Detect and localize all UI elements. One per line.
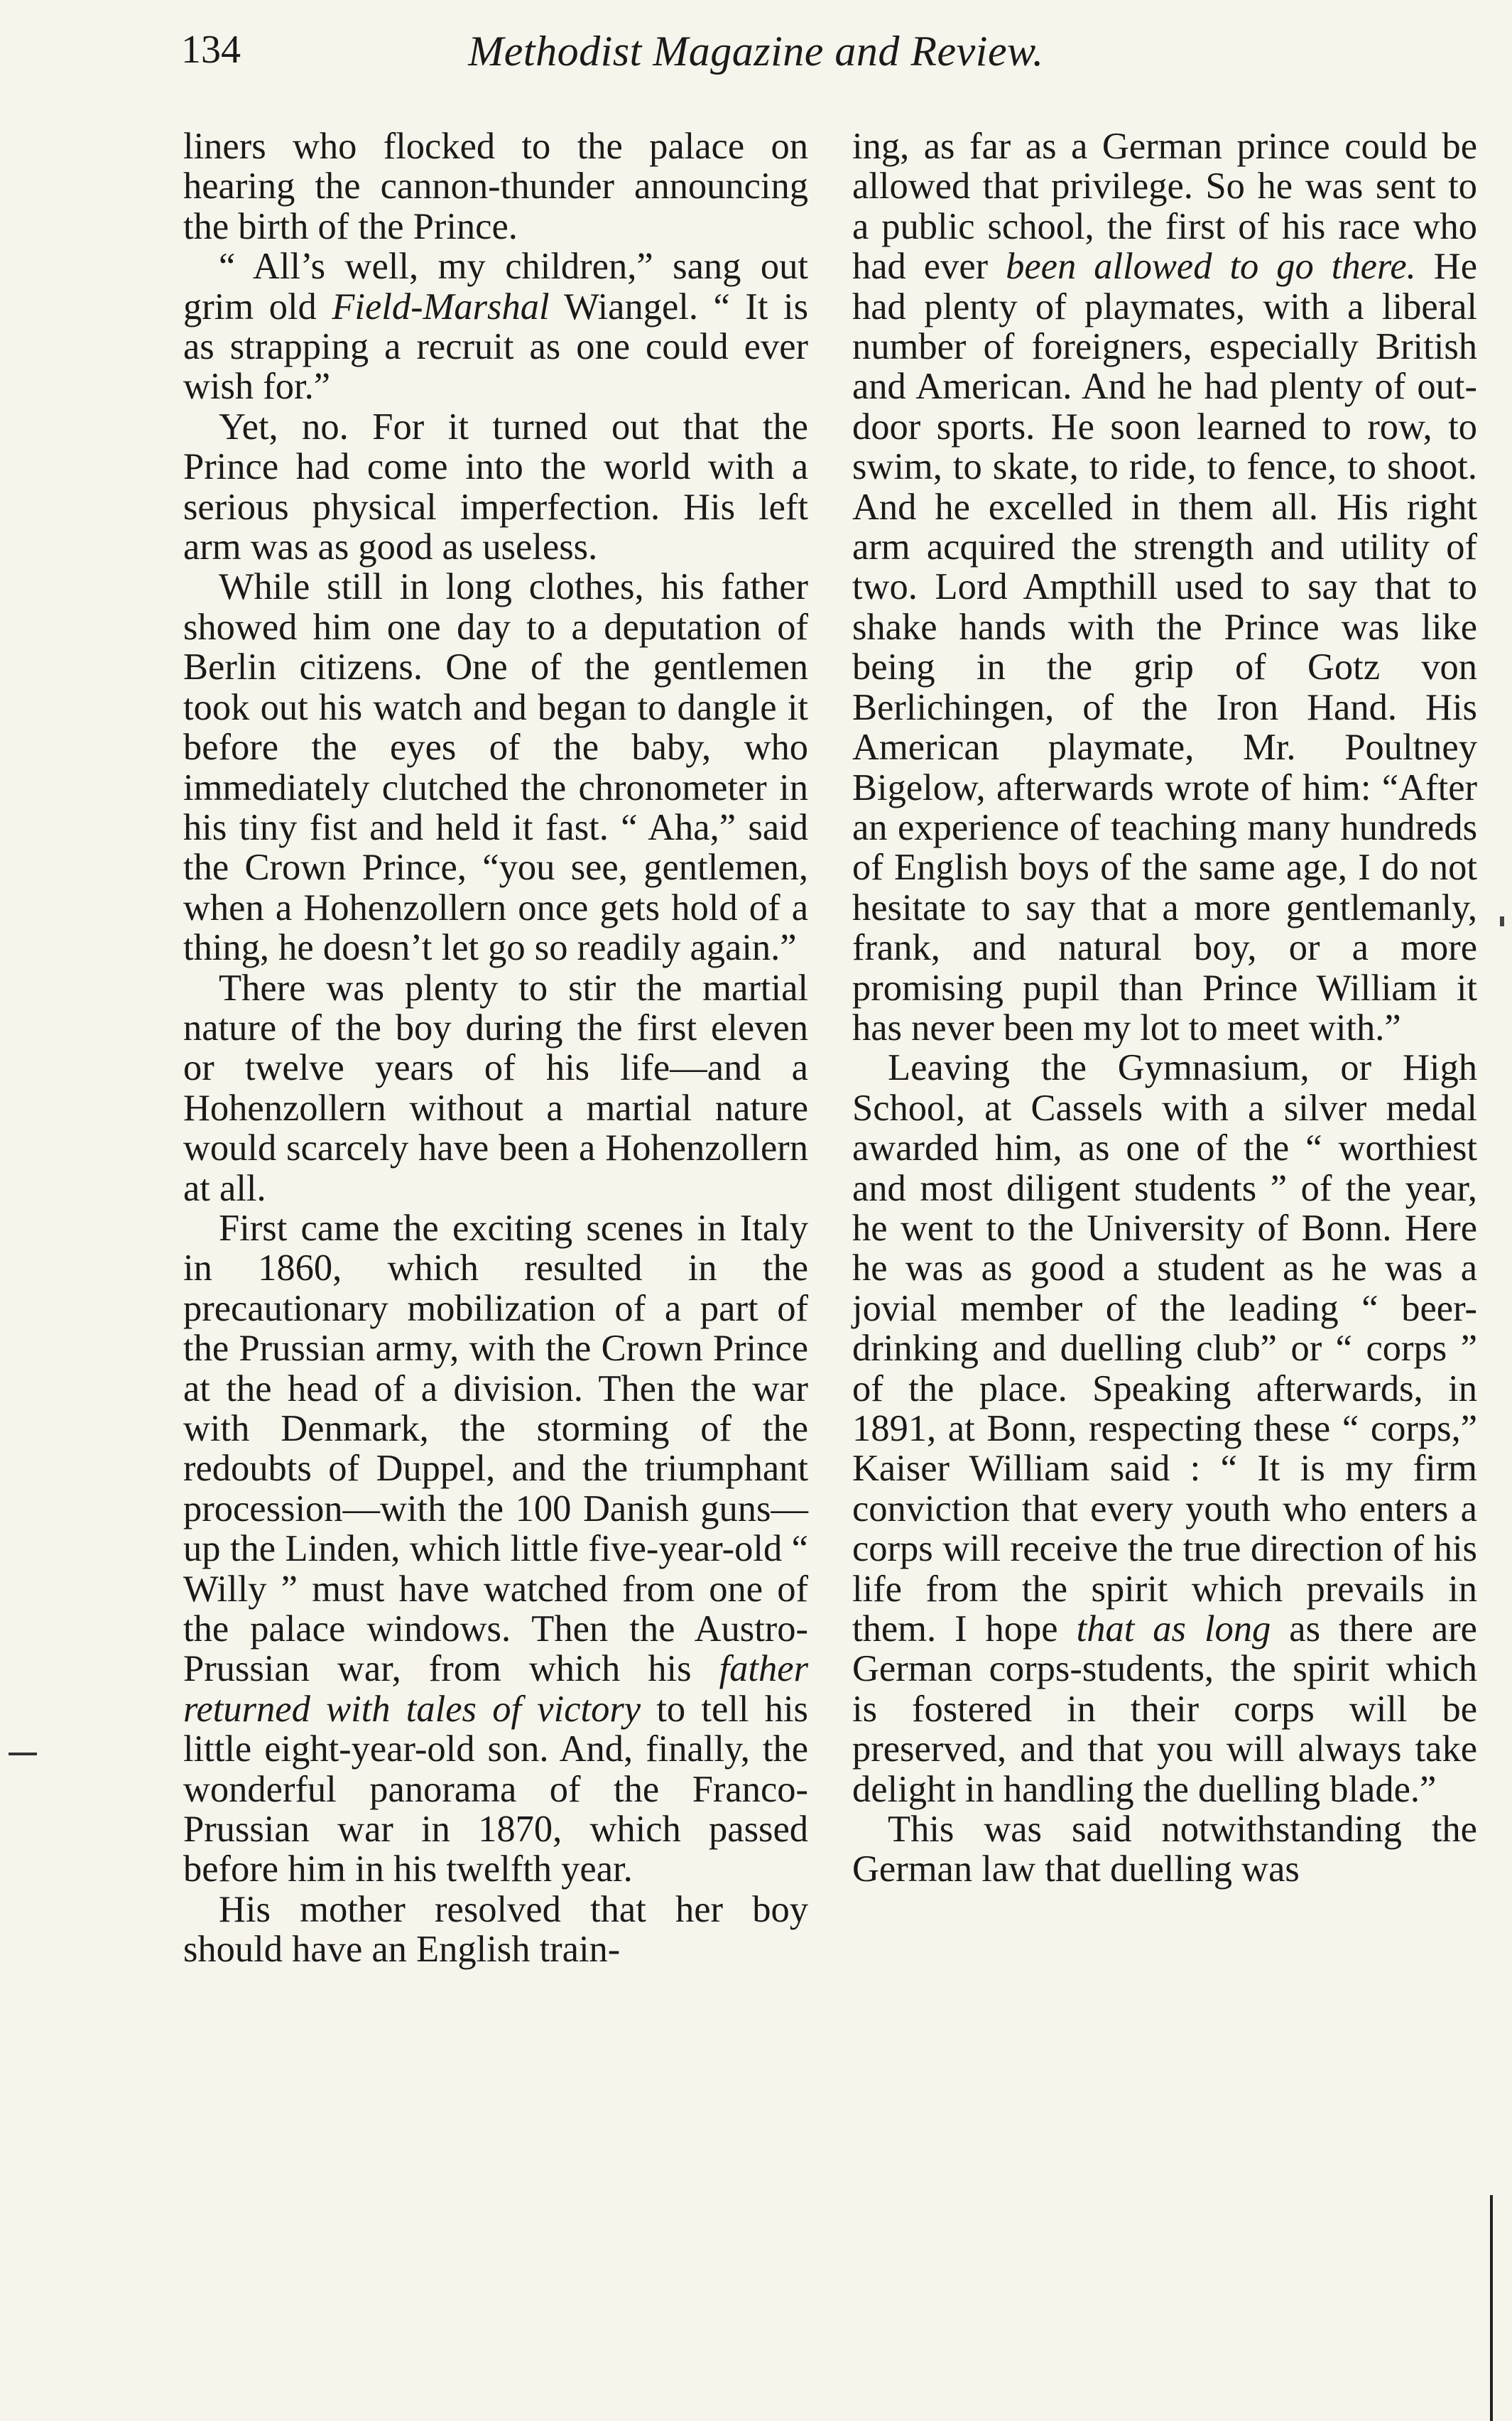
left-column: [183, 126, 808, 1970]
scan-edge-rule: [1490, 2195, 1493, 2421]
text-run: He had plenty of playmates, with a liberal number of foreigners, especially British and American. And he had plenty of out-door sports. He soon learned to row, to swim, to skate, to ride, to fence, to shoot. And he excelled in them all. His right arm acquired the strength and utility of two. Lord Ampthill used to say that to shake hands with the Prince was like being in the grip of Gotz von Berlichingen, of the Iron Hand. His American playmate, Mr. Poultney Bigelow, afterwards wrote of him: “After an experience of teaching many hundreds of English boys of the same age, I do not hesitate to say that a more gentlemanly, frank, and natural boy, or a more promising pupil than Prince William it has never been my lot to meet with.”: [852, 246, 1478, 1049]
paragraph: While still in long clothes, his father showed him one day to a deputation of Berlin citizens. One of the gentlemen took out his watch and began to dangle it before the eyes of the baby, who immediately clutched the chronometer in his tiny fist and held it fast. “ Aha,” said the Crown Prince, “you see, gentlemen, when a Hohenzollern once gets hold of a thing, he doesn’t let go so readily again.”: [183, 566, 808, 969]
paragraph: This was said notwithstanding the German law that duelling was: [852, 1809, 1477, 1890]
text-run: Leaving the Gymnasium, or High School, at Cassels with a silver medal awarded him, as one of the “ worthiest and most diligent students ” of the year, he went to the University of Bonn. Here he was as good a student as he was a jovial member of the leading “ beer-drinking and duelling club” or “ corps ” of the place. Speaking afterwards, in 1891, at Bonn, respecting these “ corps,” Kaiser William said : “ It is my firm conviction that every youth who enters a corps will receive the true direction of his life from the spirit which prevails in them. I hope: [852, 1047, 1477, 1650]
text-run: “ All’s well, my children,” sang out grim old: [183, 246, 808, 327]
paragraph: His mother resolved that her boy should have an English train-: [183, 1888, 808, 1971]
italic-run: Field-Marshal: [332, 286, 550, 327]
paragraph: [852, 1048, 1477, 1809]
margin-mark: [9, 1753, 37, 1755]
italic-run: been allowed to go there.: [1006, 246, 1416, 288]
paragraph: [183, 1208, 808, 1890]
text-run: as there are German corps-students, the spirit which is fostered in their corps will be preserved, and that you will always take delight in handling the duelling blade.”: [852, 1608, 1477, 1810]
italic-run: that as long: [1076, 1608, 1271, 1650]
paragraph: There was plenty to stir the martial nature of the boy during the first eleven or twelve years of his life—and a Hohenzollern without a martial nature would scarcely have been a Hohenzollern at all.: [183, 967, 808, 1209]
text-run: Wiangel. “ It is as strapping a recruit as one could ever wish for.”: [183, 286, 808, 408]
paragraph: [183, 247, 808, 407]
paragraph: [852, 126, 1477, 1048]
scan-speck: [1500, 916, 1504, 926]
italic-run: father returned with tales of victory: [183, 1648, 808, 1730]
page-number: 134: [181, 28, 241, 72]
right-column: [852, 126, 1477, 1890]
paragraph: Yet, no. For it turned out that the Prince had come into the world with a serious physical imperfection. His left arm was as good as useless.: [183, 406, 808, 568]
text-run: First came the exciting scenes in Italy in 1860, which resulted in the precautionary mobilization of a part of the Prussian army, with the Crown Prince at the head of a division. Then the war with Denmark, the storming of the redoubts of Duppel, and the triumphant procession—with the 100 Danish guns—up the Linden, which little five-year-old “ Willy ” must have watched from one of the palace windows. Then the Austro-Prussian war, from which his: [183, 1207, 808, 1690]
text-run: ing, as far as a German prince could be allowed that privilege. So he was sent to a public school, the first of his race who had ever: [852, 126, 1477, 288]
paragraph: liners who flocked to the palace on hearing the cannon-thunder announcing the birth of the Prince.: [183, 126, 808, 247]
running-head: Methodist Magazine and Review.: [468, 28, 1044, 75]
text-run: to tell his little eight-year-old son. And, finally, the wonderful panorama of the Franco-Prussian war in 1870, which passed before him in his twelfth year.: [183, 1688, 808, 1890]
